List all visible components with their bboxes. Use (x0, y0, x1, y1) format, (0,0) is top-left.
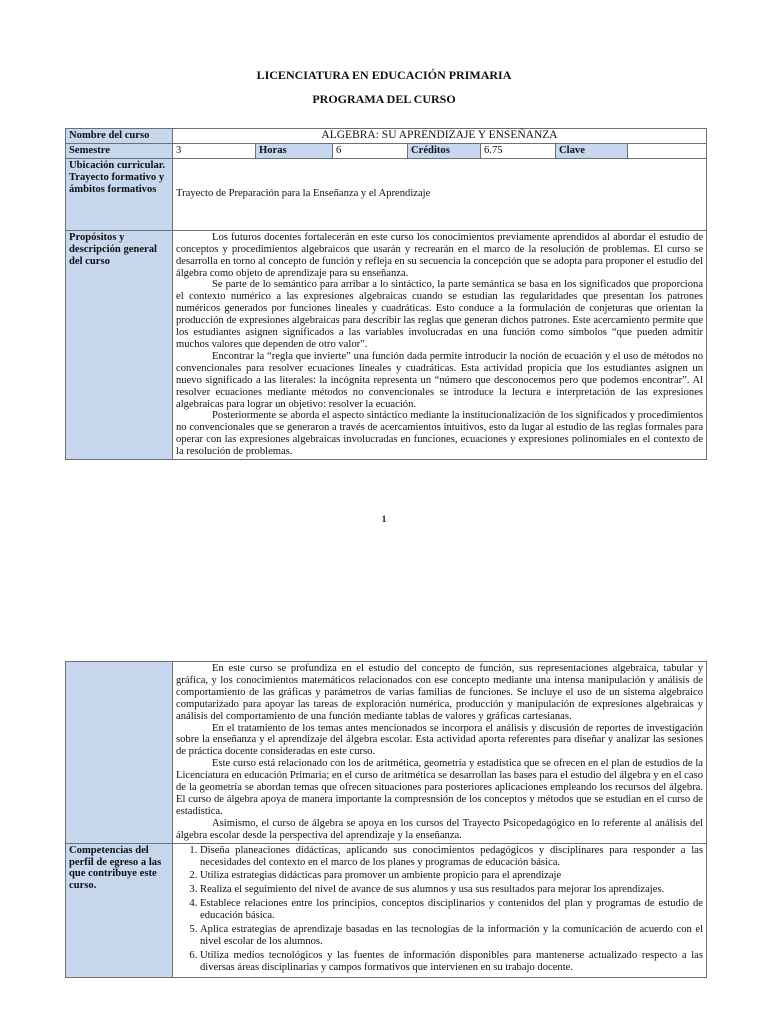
competencias-label: Competencias del perfil de egreso a las que contribuye este curso. (66, 843, 173, 977)
competencias-row (66, 843, 707, 977)
program-title: LICENCIATURA EN EDUCACIÓN PRIMARIA (256, 68, 512, 82)
propositos-row (66, 230, 707, 459)
description-paragraph: Asimismo, el curso de álgebra se apoya en los cursos del Trayecto Psicopedagógico en lo referente al análisis del álgebra escolar desde la perspectiva del aprendizaje y la enseñanza. (176, 817, 703, 841)
horas-value: 6 (333, 143, 408, 158)
propositos-paragraph: Se parte de lo semántico para arribar a lo sintáctico, la parte semántica se basa en los significados que proporciona el contexto numérico a las expresiones algebraicas cuando se estudian las regularidades que presentan los patrones numéricos generados por funciones lineales y cuadráticas. Esto conduce a la formulación de conjeturas que orientan la producción de expresiones algebraicas para describir las reglas que generan dichos patrones. Este acercamiento permite que los estudiantes asignen significados a las variables involucradas en una función como símbolos “que pueden admitir muchos valores que dependen de otro valor”. (176, 279, 704, 350)
clave-value (628, 143, 707, 158)
propositos-paragraph: Posteriormente se aborda el aspecto sintáctico mediante la institucionalización de los significados y procedimientos no convencionales que se generaron a través de acercamientos intuitivos, esto da lugar al estudio de las reglas formales para operar con las expresiones algebraicas involucradas en funciones, ecuaciones y expresiones polinomiales en el contexto de la resolución de problemas. (176, 410, 704, 458)
competencia-item: 4. Establece relaciones entre los principios, conceptos disciplinarios y contenidos del plan y programas de estudio de educación básica. (200, 898, 703, 922)
ubicacion-value: Trayecto de Preparación para la Enseñanza y el Aprendizaje (173, 158, 707, 230)
competencia-item: 3. Realiza el seguimiento del nivel de avance de sus alumnos y usa sus resultados para mejorar los aprendizajes. (200, 884, 703, 896)
propositos-paragraph: Los futuros docentes fortalecerán en este curso los conocimientos previamente aprendidos al abordar el estudio de conceptos y procedimientos algebraicos que usarán y recrearán en el marco de la resolución de problemas. El curso se desarrolla en torno al concepto de función y refleja en su secuencia la concepción que se adopta para proponer el estudio del álgebra como objeto de aprendizaje para su enseñanza. (176, 231, 704, 279)
competencia-item: 2. Utiliza estrategias didácticas para promover un ambiente propicio para el aprendizaje (200, 870, 703, 882)
description-paragraph: Este curso está relacionado con los de aritmética, geometría y estadística que se ofrecen en el plan de estudios de la Licenciatura en educación Primaria; en el curso de aritmética se desarrollan las bases para el estudio del álgebra y en el caso de la geometría se abordan temas que ofrecen situaciones para posteriores aplicaciones empleando los recursos del álgebra. El curso de álgebra apoya de manera importante la compresnsión de los conceptos y métodos que se estudian en el curso de estadística. (176, 758, 703, 817)
course-name-value: ALGEBRA: SU APRENDIZAJE Y ENSEÑANZA (173, 129, 707, 144)
horas-label: Horas (256, 143, 333, 158)
competencia-item: 1. Diseña planeaciones didácticas, aplicando sus conocimientos pedagógicos y disciplinares para responder a las necesidades del contexto en el marco de los planes y programas de educación básica. (200, 845, 703, 869)
competencias-list-cell (173, 843, 707, 977)
course-table-continued (65, 661, 707, 978)
semestre-label: Semestre (66, 143, 173, 158)
clave-label: Clave (556, 143, 628, 158)
description-continued-label (66, 662, 173, 844)
course-table (65, 128, 707, 460)
page-number: 1 (381, 514, 387, 524)
propositos-text (173, 230, 707, 459)
description-paragraph: En este curso se profundiza en el estudio del concepto de función, sus representaciones algebraica, tabular y gráfica, y los conocimientos matemáticos relacionados con ese concepto mediante una intensa manipulación y análisis de comportamiento de las gráficas y parámetros de varias familias de funciones. Se incluye el uso de un sistema algebraico computarizado para apoyar las tareas de exploración numérica, producción y manipulación de expresiones algebraicas y análisis del comportamiento de una función mediante tablas de valores y gráficas cartesianas. (176, 663, 703, 722)
description-continued-row (66, 662, 707, 844)
semestre-value: 3 (173, 143, 256, 158)
propositos-paragraph: Encontrar la “regla que invierte” una función dada permite introducir la noción de ecuación y el uso de métodos no convencionales para resolver ecuaciones lineales y cuadráticas. Esta actividad propicia que los estudiantes asignen un nuevo significado a las literales: la incógnita representa un “número que desconocemos pero que podemos encontrar”. Al resolver ecuaciones mediante métodos no convencionales se introduce la lectura e interpretación de las expresiones algebraicas para lograr un objetivo: resolver la ecuación. (176, 350, 704, 410)
program-subtitle: PROGRAMA DEL CURSO (312, 92, 456, 106)
course-name-label: Nombre del curso (66, 129, 173, 144)
ubicacion-row (66, 158, 707, 230)
creditos-label: Créditos (408, 143, 481, 158)
course-name-row (66, 129, 707, 144)
description-continued-text (173, 662, 707, 844)
propositos-label: Propósitos y descripción general del curso (66, 230, 173, 459)
competencia-item: 5. Aplica estrategias de aprendizaje basadas en las tecnologías de la información y la comunicación de acuerdo con el nivel escolar de los alumnos. (200, 924, 703, 948)
creditos-value: 6.75 (481, 143, 556, 158)
competencias-list (176, 845, 703, 974)
semester-row (66, 143, 707, 158)
competencia-item: 6. Utiliza medios tecnológicos y las fuentes de información disponibles para mantenerse actualizado respecto a las diversas áreas disciplinarias y campos formativos que intervienen en su trabajo docente. (200, 950, 703, 974)
description-paragraph: En el tratamiento de los temas antes mencionados se incorpora el análisis y discusión de reportes de investigación sobre la enseñanza y el aprendizaje del álgebra escolar. Esta actividad aporta referentes para diseñar y analizar las sesiones de práctica docente consideradas en este curso. (176, 722, 703, 758)
ubicacion-label: Ubicación curricular. Trayecto formativo y ámbitos formativos (66, 158, 173, 230)
